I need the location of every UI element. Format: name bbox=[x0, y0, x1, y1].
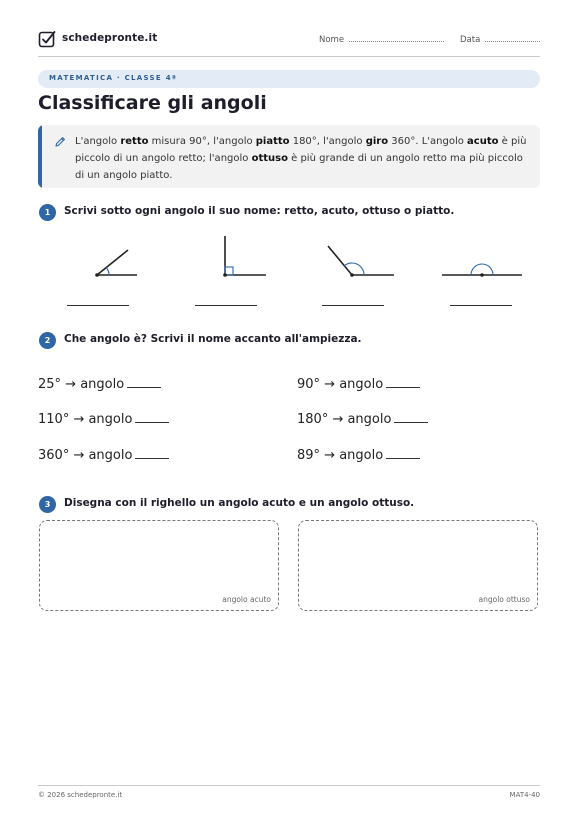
degree-item: 90° → angolo bbox=[297, 376, 420, 392]
drawing-box-acute[interactable] bbox=[39, 520, 279, 611]
answer-blank[interactable] bbox=[135, 447, 169, 459]
drawing-box-label: angolo ottuso bbox=[478, 595, 530, 604]
exercise-2-number: 2 bbox=[39, 332, 56, 349]
answer-line-3[interactable] bbox=[322, 305, 384, 306]
site-name: schedepronte.it bbox=[62, 32, 158, 44]
exercise-3-question: Disegna con il righello un angolo acuto e un angolo ottuso. bbox=[64, 497, 415, 509]
date-line[interactable] bbox=[485, 35, 540, 42]
exercise-1-number: 1 bbox=[39, 204, 56, 221]
subject-badge bbox=[38, 70, 540, 88]
exercise-2-question: Che angolo è? Scrivi il nome accanto all'ampiezza. bbox=[64, 333, 362, 345]
exercise-3-number: 3 bbox=[39, 496, 56, 513]
drawing-box-label: angolo acuto bbox=[222, 595, 271, 604]
obtuse-angle-figure bbox=[328, 246, 394, 277]
angle-figures bbox=[80, 228, 530, 288]
name-line[interactable] bbox=[349, 35, 444, 42]
acute-angle-figure bbox=[95, 250, 137, 277]
name-label: Nome bbox=[319, 35, 345, 45]
degree-item: 25° → angolo bbox=[38, 376, 161, 392]
name-field bbox=[319, 35, 444, 45]
pencil-icon bbox=[54, 136, 66, 148]
footer-copyright: © 2026 schedepronte.it bbox=[38, 791, 123, 799]
answer-line-4[interactable] bbox=[450, 305, 512, 306]
answer-blank[interactable] bbox=[386, 376, 420, 388]
exercise-1-question: Scrivi sotto ogni angolo il suo nome: retto, acuto, ottuso o piatto. bbox=[64, 205, 455, 217]
degree-item: 110° → angolo bbox=[38, 411, 169, 427]
drawing-box-obtuse[interactable] bbox=[298, 520, 538, 611]
straight-angle-figure bbox=[442, 264, 522, 277]
info-accent-bar bbox=[38, 125, 42, 188]
info-text: L'angolo retto misura 90°, l'angolo piatto 180°, l'angolo giro 360°. L'angolo acuto è più piccolo di un angolo retto; l'angolo ottuso è più grande di un angolo retto ma più piccolo di un angolo piatto. bbox=[75, 136, 527, 181]
degree-item: 180° → angolo bbox=[297, 411, 428, 427]
degree-item: 360° → angolo bbox=[38, 447, 169, 463]
answer-line-2[interactable] bbox=[195, 305, 257, 306]
date-label: Data bbox=[460, 35, 481, 45]
answer-line-1[interactable] bbox=[67, 305, 129, 306]
answer-blank[interactable] bbox=[394, 411, 428, 423]
footer-code: MAT4-40 bbox=[509, 791, 540, 799]
page-title: Classificare gli angoli bbox=[38, 92, 267, 114]
term-acuto: acuto bbox=[467, 136, 499, 147]
answer-blank[interactable] bbox=[135, 411, 169, 423]
term-retto: retto bbox=[120, 136, 149, 147]
right-angle-figure bbox=[223, 236, 266, 277]
header-divider bbox=[38, 56, 540, 57]
term-ottuso: ottuso bbox=[251, 153, 288, 164]
footer-divider bbox=[38, 785, 540, 786]
subject-label: MATEMATICA · CLASSE 4ª bbox=[49, 74, 178, 82]
term-piatto: piatto bbox=[255, 136, 290, 147]
answer-blank[interactable] bbox=[127, 376, 161, 388]
degree-item: 89° → angolo bbox=[297, 447, 420, 463]
answer-blank[interactable] bbox=[386, 447, 420, 459]
date-field bbox=[460, 35, 540, 45]
checkbox-logo-icon bbox=[38, 30, 56, 48]
term-giro: giro bbox=[365, 136, 389, 147]
